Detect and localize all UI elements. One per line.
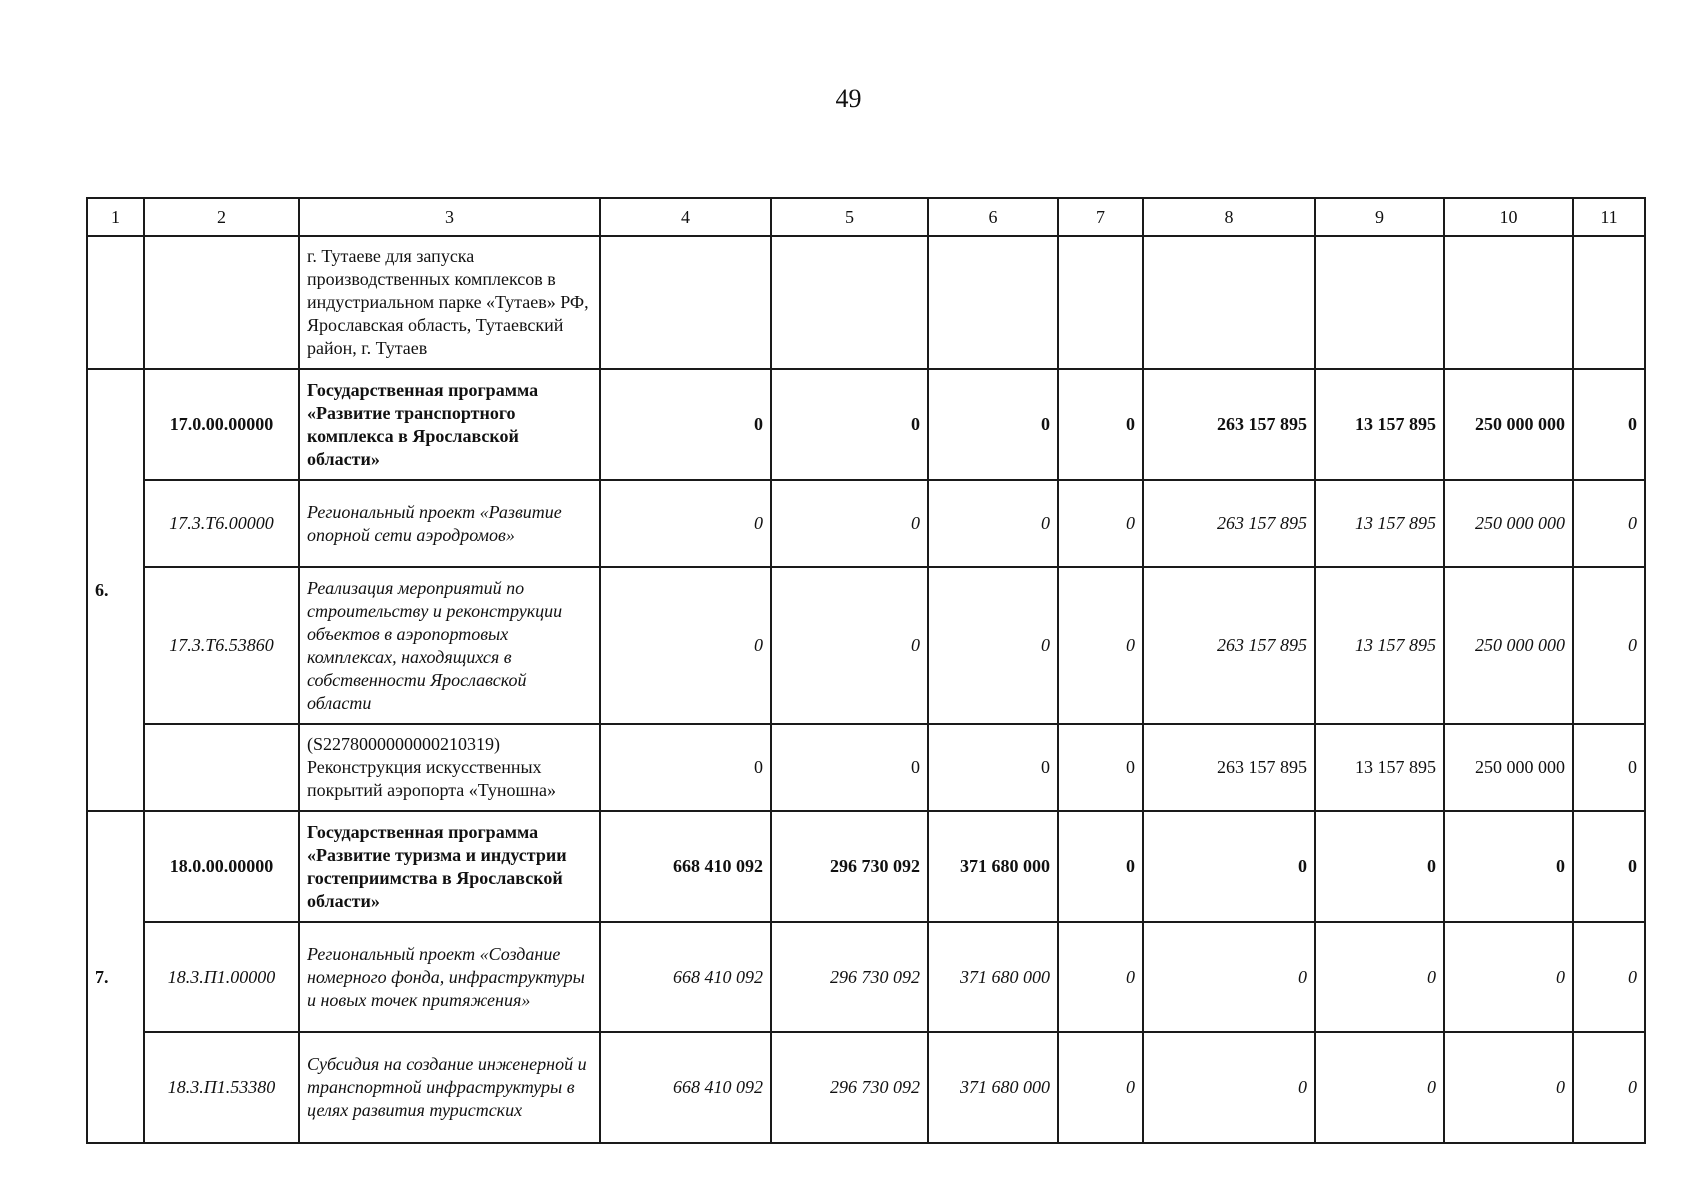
- value-cell: 0: [1573, 480, 1645, 567]
- value-cell: 0: [928, 480, 1058, 567]
- value-cell: 0: [771, 724, 928, 811]
- value-cell: 0: [600, 369, 771, 480]
- value-cell: 668 410 092: [600, 811, 771, 922]
- value-cell: 0: [1058, 480, 1143, 567]
- index-cell: [87, 236, 144, 369]
- value-cell: 0: [1573, 369, 1645, 480]
- value-cell: 0: [928, 567, 1058, 724]
- code-cell: 18.3.П1.00000: [144, 922, 299, 1032]
- header-row: [87, 198, 1645, 236]
- value-cell: 0: [1143, 922, 1315, 1032]
- table-row: [87, 369, 1645, 480]
- value-cell: [1573, 236, 1645, 369]
- column-header: 10: [1444, 198, 1573, 236]
- budget-table: [86, 197, 1646, 1144]
- value-cell: 0: [1143, 1032, 1315, 1143]
- table-row: [87, 480, 1645, 567]
- name-cell: Региональный проект «Создание номерного фонда, инфраструктуры и новых точек притяжения»: [299, 922, 600, 1032]
- value-cell: 0: [1058, 922, 1143, 1032]
- value-cell: 296 730 092: [771, 1032, 928, 1143]
- value-cell: 0: [600, 567, 771, 724]
- value-cell: 13 157 895: [1315, 480, 1444, 567]
- table-row: [87, 1032, 1645, 1143]
- value-cell: 0: [1058, 567, 1143, 724]
- value-cell: 0: [600, 724, 771, 811]
- code-cell: 18.0.00.00000: [144, 811, 299, 922]
- value-cell: [771, 236, 928, 369]
- code-cell: [144, 724, 299, 811]
- value-cell: 0: [771, 480, 928, 567]
- value-cell: 0: [928, 724, 1058, 811]
- value-cell: 0: [1315, 1032, 1444, 1143]
- value-cell: 250 000 000: [1444, 724, 1573, 811]
- table-row: [87, 922, 1645, 1032]
- value-cell: 250 000 000: [1444, 567, 1573, 724]
- table-row: [87, 236, 1645, 369]
- value-cell: 0: [1058, 1032, 1143, 1143]
- name-cell: Реализация мероприятий по строительству и реконструкции объектов в аэропортовых комплексах, находящихся в собственности Ярославской области: [299, 567, 600, 724]
- value-cell: 296 730 092: [771, 811, 928, 922]
- value-cell: 0: [1444, 922, 1573, 1032]
- value-cell: [1315, 236, 1444, 369]
- value-cell: [1444, 236, 1573, 369]
- value-cell: 296 730 092: [771, 922, 928, 1032]
- value-cell: 0: [1058, 369, 1143, 480]
- value-cell: 250 000 000: [1444, 480, 1573, 567]
- value-cell: 263 157 895: [1143, 567, 1315, 724]
- value-cell: 371 680 000: [928, 1032, 1058, 1143]
- value-cell: 0: [1573, 922, 1645, 1032]
- name-cell: Региональный проект «Развитие опорной сети аэродромов»: [299, 480, 600, 567]
- column-header: 8: [1143, 198, 1315, 236]
- column-header: 2: [144, 198, 299, 236]
- value-cell: 668 410 092: [600, 1032, 771, 1143]
- value-cell: 263 157 895: [1143, 724, 1315, 811]
- code-cell: 17.3.Т6.53860: [144, 567, 299, 724]
- value-cell: 0: [1444, 1032, 1573, 1143]
- name-cell: Государственная программа «Развитие туризма и индустрии гостеприимства в Ярославской области»: [299, 811, 600, 922]
- code-cell: [144, 236, 299, 369]
- index-cell: 6.: [87, 369, 144, 811]
- column-header: 11: [1573, 198, 1645, 236]
- value-cell: 0: [1573, 567, 1645, 724]
- code-cell: 17.3.Т6.00000: [144, 480, 299, 567]
- code-cell: 18.3.П1.53380: [144, 1032, 299, 1143]
- table-row: [87, 724, 1645, 811]
- value-cell: 0: [1444, 811, 1573, 922]
- value-cell: 0: [600, 480, 771, 567]
- value-cell: 0: [771, 369, 928, 480]
- value-cell: 250 000 000: [1444, 369, 1573, 480]
- column-header: 6: [928, 198, 1058, 236]
- value-cell: 0: [1315, 811, 1444, 922]
- name-cell: Государственная программа «Развитие транспортного комплекса в Ярославской области»: [299, 369, 600, 480]
- column-header: 7: [1058, 198, 1143, 236]
- value-cell: 263 157 895: [1143, 369, 1315, 480]
- value-cell: 0: [1143, 811, 1315, 922]
- value-cell: 13 157 895: [1315, 567, 1444, 724]
- column-header: 4: [600, 198, 771, 236]
- table-row: [87, 811, 1645, 922]
- value-cell: 0: [771, 567, 928, 724]
- name-cell: г. Тутаеве для запуска производственных комплексов в индустриальном парке «Тутаев» РФ, Ярославская область, Тутаевский район, г. Тутаев: [299, 236, 600, 369]
- value-cell: 0: [1573, 724, 1645, 811]
- column-header: 3: [299, 198, 600, 236]
- value-cell: [928, 236, 1058, 369]
- value-cell: 0: [928, 369, 1058, 480]
- value-cell: 371 680 000: [928, 922, 1058, 1032]
- value-cell: 668 410 092: [600, 922, 771, 1032]
- code-cell: 17.0.00.00000: [144, 369, 299, 480]
- value-cell: 13 157 895: [1315, 369, 1444, 480]
- column-header: 9: [1315, 198, 1444, 236]
- value-cell: 0: [1573, 1032, 1645, 1143]
- value-cell: [1143, 236, 1315, 369]
- value-cell: [1058, 236, 1143, 369]
- value-cell: 0: [1058, 811, 1143, 922]
- value-cell: 0: [1315, 922, 1444, 1032]
- index-cell: 7.: [87, 811, 144, 1143]
- value-cell: 371 680 000: [928, 811, 1058, 922]
- name-cell: (S2278000000000210319) Реконструкция искусственных покрытий аэропорта «Туношна»: [299, 724, 600, 811]
- value-cell: 0: [1058, 724, 1143, 811]
- name-cell: Субсидия на создание инженерной и транспортной инфраструктуры в целях развития туристских: [299, 1032, 600, 1143]
- column-header: 1: [87, 198, 144, 236]
- page-number: 49: [835, 84, 862, 113]
- value-cell: [600, 236, 771, 369]
- value-cell: 13 157 895: [1315, 724, 1444, 811]
- value-cell: 0: [1573, 811, 1645, 922]
- table-row: [87, 567, 1645, 724]
- value-cell: 263 157 895: [1143, 480, 1315, 567]
- column-header: 5: [771, 198, 928, 236]
